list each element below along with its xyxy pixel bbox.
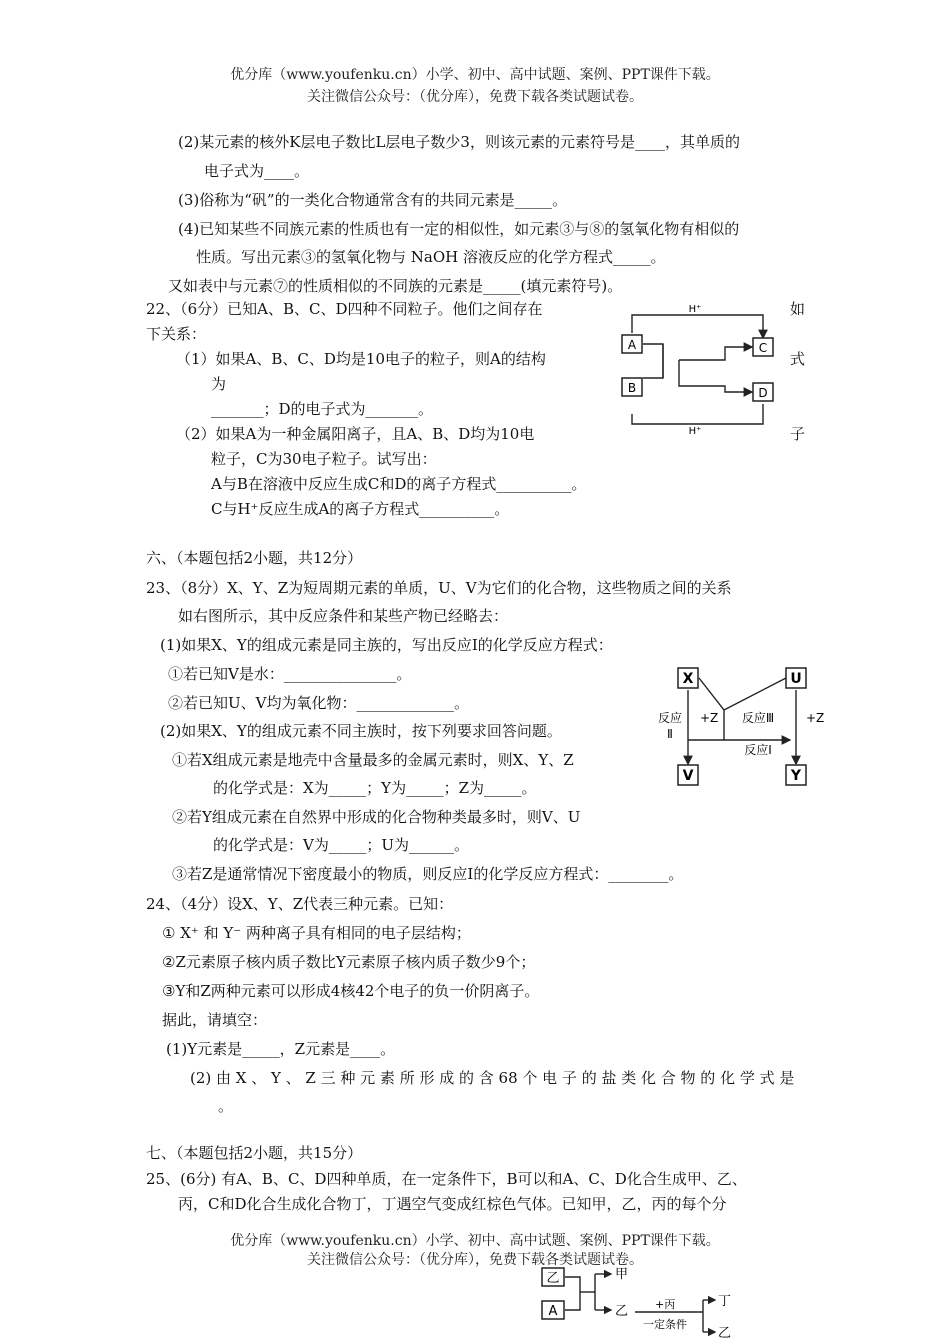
reaction-1-label: 反应Ⅰ: [744, 743, 772, 757]
reaction-3-label: 反应Ⅲ: [741, 711, 775, 725]
box-yi-label: 乙: [546, 1271, 560, 1286]
node-y-label: Y: [790, 768, 802, 784]
q21-part2-line2: 电子式为____。: [204, 162, 310, 180]
q23-line9: ②若Y组成元素在自然界中形成的化合物种类最多时，则V、U: [172, 808, 581, 826]
node-u-label: U: [790, 671, 802, 687]
node-x-label: X: [682, 671, 694, 687]
section-7-title: 七、（本题包括2小题，共15分）: [146, 1144, 363, 1162]
q24-line3: ②Z元素原子核内质子数比Y元素原子核内质子数少9个；: [162, 953, 536, 971]
q22-line3: （1）如果A、B、C、D均是10电子的粒子，则A的结构: [176, 350, 546, 368]
q25-line2: 丙，C和D化合生成化合物丁，丁遇空气变成红棕色气体。已知甲，乙，丙的每个分: [178, 1195, 727, 1213]
node-d-label: D: [758, 386, 768, 400]
q22-line8: A与B在溶液中反应生成C和D的离子方程式__________。: [211, 475, 587, 493]
q23-line5: ②若已知U、V均为氧化物：_____________。: [168, 694, 469, 712]
q22-line6-right: 子: [790, 425, 806, 443]
node-b-label: B: [627, 381, 637, 395]
q24-line6: (1)Y元素是_____，Z元素是____。: [166, 1040, 396, 1058]
q24-line8: 。: [218, 1097, 234, 1115]
q22-line1: 22、（6分）已知A、B、C、D四种不同粒子。他们之间存在: [146, 300, 543, 318]
section-6-title: 六、（本题包括2小题，共12分）: [146, 549, 363, 567]
q22-line4: 为: [211, 375, 227, 393]
plus-bing-label: +丙: [655, 1298, 676, 1311]
product-yi: 乙: [615, 1304, 629, 1319]
product-jia: 甲: [615, 1267, 629, 1282]
q22-line3-right: 式: [790, 350, 806, 368]
q22-line7: 粒子，C为30电子粒子。试写出：: [211, 450, 437, 468]
q21-part2-line1: (2)某元素的核外K层电子数比L层电子数少3，则该元素的元素符号是____，其单质的: [178, 133, 740, 151]
q22-line6: （2）如果A为一种金属阳离子，且A、B、D均为10电: [176, 425, 535, 443]
q23-line11: ③若Z是通常情况下密度最小的物质，则反应I的化学反应方程式：________。: [172, 865, 684, 883]
q25-partial-diagram: [535, 1262, 745, 1344]
q21-part3: (3)俗称为“矾”的一类化合物通常含有的共同元素是_____。: [178, 191, 568, 209]
reaction-2-numeral: Ⅱ: [667, 727, 673, 741]
q23-line8: 的化学式是：X为_____；Y为_____；Z为_____。: [213, 779, 537, 797]
q23-line1: 23、（8分）X、Y、Z为短周期元素的单质，U、V为它们的化合物，这些物质之间的关系: [146, 579, 732, 597]
q23-line10: 的化学式是：V为_____；U为______。: [213, 836, 469, 854]
q23-line7: ①若X组成元素是地壳中含量最多的金属元素时，则X、Y、Z: [172, 751, 574, 769]
node-c-label: C: [758, 341, 768, 355]
q22-line2: 下关系：: [146, 325, 207, 343]
q24-line2: ① X⁺ 和 Y⁻ 两种离子具有相同的电子层结构；: [162, 924, 471, 942]
q24-line4: ③Y和Z两种元素可以形成4核42个电子的负一价阴离子。: [162, 982, 540, 1000]
q21-part4-line2: 性质。写出元素③的氢氧化物与 NaOH 溶液反应的化学方程式_____。: [196, 248, 666, 266]
q22-line5: _______；D的电子式为_______。: [211, 400, 434, 418]
node-a-label: A: [627, 338, 637, 352]
reaction-2-label: 反应: [657, 711, 683, 725]
reaction-2-plus-z: +Z: [700, 711, 719, 725]
q23-line3: (1)如果X、Y的组成元素是同主族的，写出反应I的化学反应方程式：: [160, 636, 613, 654]
q21-part5: 又如表中与元素⑦的性质相似的不同族的元素是_____(填元素符号)。: [168, 277, 623, 295]
q23-line4: ①若已知V是水：_______________。: [168, 665, 412, 683]
q22-line1-right: 如: [790, 300, 806, 318]
q22-reaction-diagram: [615, 300, 785, 435]
top-h-label: H⁺: [688, 304, 702, 315]
header-line-2: 关注微信公众号：（优分库），免费下载各类试题试卷。: [307, 89, 643, 105]
box-a-label: A: [548, 1304, 558, 1319]
q23-line6: (2)如果X、Y的组成元素不同主族时，按下列要求回答问题。: [160, 722, 562, 740]
node-v-label: V: [682, 768, 694, 784]
q22-line9: C与H⁺反应生成A的离子方程式__________。: [211, 500, 510, 518]
q24-line1: 24、（4分）设X、Y、Z代表三种元素。已知：: [146, 895, 454, 913]
q24-line5: 据此，请填空：: [162, 1011, 268, 1029]
footer-line-2: 关注微信公众号：（优分库），免费下载各类试题试卷。: [307, 1252, 643, 1268]
product-yi-2: 乙: [718, 1326, 732, 1341]
condition-label: 一定条件: [643, 1318, 687, 1331]
header-line-1: 优分库（www.youfenku.cn）小学、初中、高中试题、案例、PPT课件下载。: [230, 67, 720, 83]
q24-line7: (2) 由 X 、 Y 、 Z 三 种 元 素 所 形 成 的 含 68 个 电 子 的 盐 类 化 合 物 的 化 学 式 是: [190, 1069, 795, 1087]
q23-line2: 如右图所示，其中反应条件和某些产物已经略去：: [178, 607, 509, 625]
footer-line-1: 优分库（www.youfenku.cn）小学、初中、高中试题、案例、PPT课件下载。: [230, 1233, 720, 1249]
reaction-3-plus-z: +Z: [806, 711, 825, 725]
q23-reaction-diagram: [650, 660, 835, 790]
q21-part4-line1: (4)已知某些不同族元素的性质也有一定的相似性，如元素③与⑧的氢氧化物有相似的: [178, 220, 740, 238]
bottom-h-label: H⁺: [688, 426, 702, 435]
product-ding: 丁: [718, 1294, 732, 1309]
q25-line1: 25、(6分) 有A、B、C、D四种单质，在一定条件下，B可以和A、C、D化合生成甲、乙、: [146, 1170, 747, 1188]
